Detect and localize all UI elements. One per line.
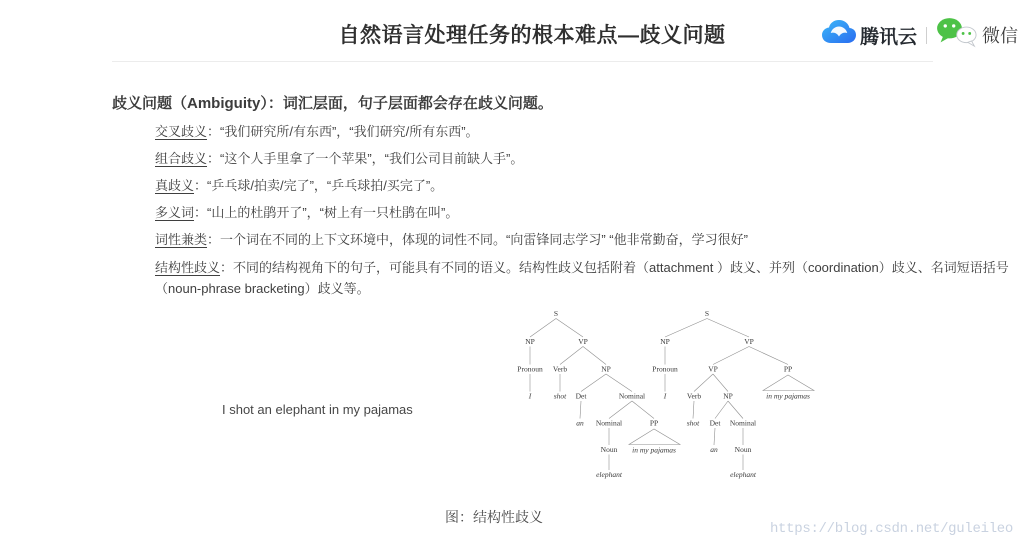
tree-node-label: VP	[578, 337, 588, 346]
bullet-text: ：“山上的杜鹃开了”，“树上有一只杜鹃在叫”。	[194, 205, 459, 220]
bullet-term: 组合歧义	[155, 151, 208, 166]
watermark-url: https://blog.csdn.net/guleileo	[769, 521, 1013, 537]
tree-node-label: in my pajamas	[632, 445, 676, 455]
tree-node-label: Nominal	[595, 418, 623, 428]
intro-line	[112, 94, 553, 114]
tencent-cloud-label: 腾讯云	[859, 26, 917, 48]
tree-node-label: NP	[723, 391, 733, 401]
tree-node-label: S	[704, 309, 710, 318]
brand-area	[821, 18, 1018, 52]
wechat-icon	[936, 17, 978, 53]
tree-node-label: Noun	[734, 445, 752, 454]
figure-caption: 图：结构性歧义	[445, 509, 543, 525]
tree-node-label: in my pajamas	[766, 391, 810, 401]
tree-node-label: I	[663, 391, 667, 401]
tree-node-label: Det	[575, 391, 587, 401]
tree-node-label: Pronoun	[652, 364, 678, 374]
tree-node-label: S	[553, 309, 559, 318]
page-title: 自然语言处理任务的根本难点—歧义问题	[338, 24, 726, 47]
tree-node-label: Nominal	[729, 418, 757, 428]
bullet-term: 多义词	[155, 205, 195, 220]
bullet-text: ：不同的结构视角下的句子，可能具有不同的语义。结构性歧义包括附着（attachment ）歧义、并列（coordination）歧义、名词短语括号	[220, 260, 1009, 275]
bullet-text: ：一个词在不同的上下文环境中，体现的词性不同。“向雷锋同志学习” “他非常勤奋，学习很好”	[207, 232, 748, 247]
bullet-item	[155, 145, 1015, 172]
bullet-text: ：“这个人手里拿了一个苹果”，“我们公司目前缺人手”。	[207, 151, 524, 166]
tree-node-label: Verb	[552, 364, 568, 374]
bullet-term: 结构性歧义	[155, 260, 221, 275]
tree-node-label: Noun	[600, 445, 618, 454]
tree-node-label: NP	[525, 337, 535, 346]
tree-node-label: Nominal	[618, 391, 646, 401]
tree-node-label: I	[528, 391, 532, 401]
intro-rest: ：词汇层面，句子层面都会存在歧义问题。	[267, 95, 553, 112]
parse-trees-figure	[480, 300, 840, 500]
header-divider	[112, 61, 933, 62]
tree-node-label: shot	[553, 391, 567, 401]
bullet-text: ：“乒乓球/拍卖/完了”，“乒乓球拍/买完了”。	[194, 178, 444, 193]
tree-node-label: PP	[783, 364, 793, 374]
ambiguity-list	[155, 118, 1015, 299]
tree-node-label: VP	[744, 337, 754, 346]
bullet-item	[155, 253, 1015, 299]
tree-node-label: elephant	[730, 470, 756, 479]
tree-node-label: elephant	[596, 470, 622, 479]
bullet-term: 交叉歧义	[155, 124, 208, 139]
tree-node-label: Pronoun	[517, 364, 543, 374]
tencent-cloud-icon	[821, 20, 857, 50]
tree-node-label: VP	[708, 364, 718, 374]
tree-node-label: Det	[709, 418, 721, 428]
tree-node-label: shot	[686, 418, 700, 428]
tree-node-label: PP	[649, 418, 659, 428]
tree-node-label: Verb	[686, 391, 702, 401]
bullet-term: 词性兼类	[155, 232, 208, 247]
bullet-item	[155, 172, 1015, 199]
bullet-term: 真歧义	[155, 178, 195, 193]
bullet-item	[155, 226, 1015, 253]
wechat-label: 微信	[982, 26, 1018, 46]
intro-lead: 歧义问题（Ambiguity）	[112, 95, 268, 112]
bullet-item	[155, 118, 1015, 145]
tree-node-label: NP	[660, 337, 670, 346]
bullet-item	[155, 199, 1015, 226]
brand-separator	[926, 27, 927, 44]
tree-node-label: an	[576, 418, 584, 428]
bullet-text-continued: （noun-phrase bracketing）歧义等。	[155, 281, 370, 296]
tree-node-label: NP	[601, 364, 611, 374]
tree-node-label: an	[710, 445, 718, 454]
bullet-text: ：“我们研究所/有东西”，“我们研究/所有东西”。	[207, 124, 479, 139]
example-sentence: I shot an elephant in my pajamas	[222, 402, 413, 417]
